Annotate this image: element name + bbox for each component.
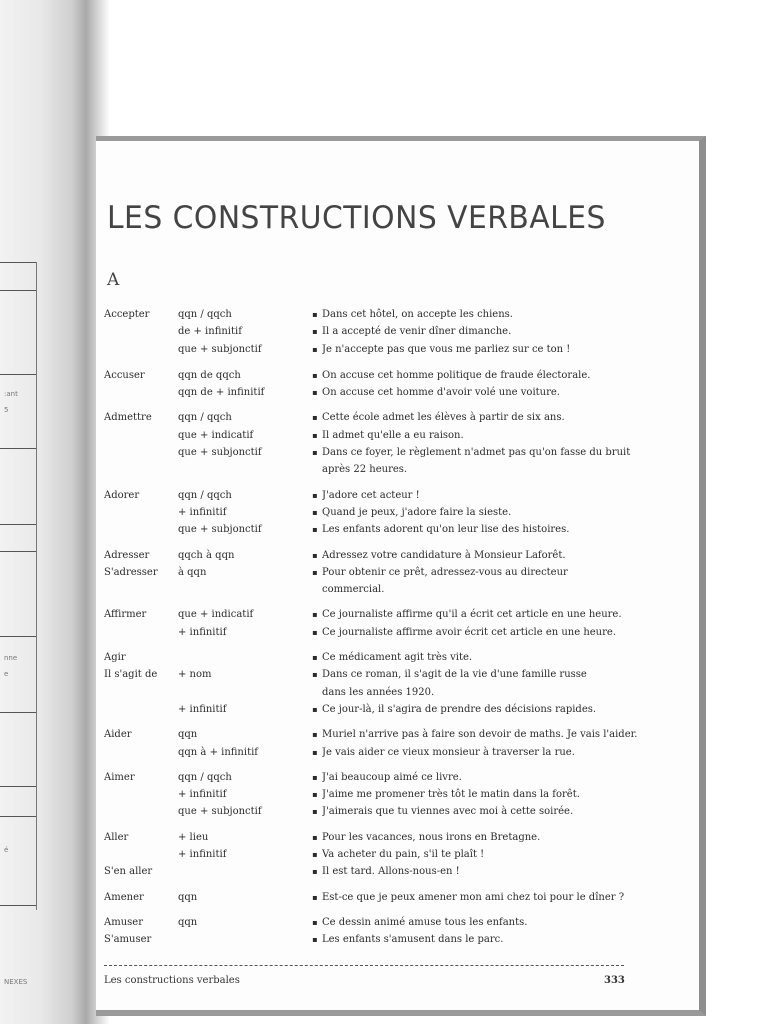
verb-label [104,444,178,461]
construction-label: qqch à qqn [178,549,235,561]
bullet-icon: ▪ [312,772,318,782]
construction-label: + infinitif [178,789,227,801]
bullet-icon: ▪ [312,388,318,398]
construction-label [178,581,308,598]
bullet-icon: ▪ [312,610,318,620]
bullet-icon: ▪ [312,413,318,423]
verb-label: Agir [104,652,126,664]
bullet-icon: ▪ [312,790,318,800]
page-number: 333 [604,975,625,986]
verb-label [104,384,178,401]
left-page-rule [0,374,36,375]
verb-label [104,521,178,538]
verb-label [104,701,178,718]
construction-label: qqn de qqch [178,369,241,381]
left-page-rule [0,712,36,713]
construction-label: qqn / qqch [178,771,232,783]
bullet-icon: ▪ [312,935,318,945]
entry-line [104,564,644,581]
entry-line [104,487,644,504]
verb-label: S'en aller [104,866,153,878]
left-page-text: é [4,846,9,854]
construction-label: qqn de + infinitif [178,387,265,399]
footer-rule [104,965,624,966]
example-sentence: Les enfants adorent qu'on leur lise des histoires. [322,524,570,536]
entry-line [104,666,644,683]
bullet-icon: ▪ [312,344,318,354]
example-sentence: Il a accepté de venir dîner dimanche. [322,326,512,338]
construction-label: + infinitif [178,703,227,715]
bullet-icon: ▪ [312,507,318,517]
bullet-icon: ▪ [312,670,318,680]
verb-label [104,684,178,701]
left-page-rule [0,636,36,637]
example-sentence: Je n'accepte pas que vous me parliez sur ce ton ! [322,343,571,355]
verb-label: Adresser [104,549,150,561]
entry-line [104,427,644,444]
book-binding-shadow [0,0,110,1024]
construction-label: que + indicatif [178,429,254,441]
entry-line [104,649,644,666]
verb-entry [104,367,644,402]
example-sentence: J'adore cet acteur ! [322,489,420,501]
example-sentence: Ce journaliste affirme qu'il a écrit cet article en une heure. [322,609,622,621]
left-page-rule [0,551,36,552]
left-page-text: nne [4,654,18,662]
left-page-rule [0,262,36,263]
verb-label: S'amuser [104,934,152,946]
entry-line [104,384,644,401]
example-sentence: Cette école admet les élèves à partir de six ans. [322,412,565,424]
example-sentence: Dans ce foyer, le règlement n'admet pas qu'on fasse du bruit [322,447,631,459]
verb-label: Adorer [104,489,140,501]
entry-line [104,606,644,623]
verb-label [104,846,178,863]
entry-line [104,726,644,743]
construction-label [178,649,308,666]
left-page-text: 5 [4,406,9,414]
bullet-icon: ▪ [312,627,318,637]
bullet-icon [308,581,322,598]
entry-line [104,803,644,820]
verb-entry [104,914,644,949]
bullet-icon: ▪ [312,310,318,319]
construction-label: que + indicatif [178,609,254,621]
verb-entry [104,829,644,881]
construction-label: + infinitif [178,506,227,518]
verb-entry [104,769,644,821]
example-sentence: Il est tard. Allons-nous-en ! [322,866,460,878]
verb-entry [104,409,644,478]
bullet-icon: ▪ [312,807,318,817]
left-page-edge [36,262,37,910]
construction-label [178,863,308,880]
bullet-icon: ▪ [312,917,318,927]
verb-label [104,461,178,478]
example-sentence: Les enfants s'amusent dans le parc. [322,934,504,946]
left-page-text: e [4,670,9,678]
verb-label: Aider [104,729,132,741]
entry-line [104,504,644,521]
verb-label [104,744,178,761]
verb-label: S'adresser [104,566,158,578]
entry-line [104,846,644,863]
entry-line [104,863,644,880]
entry-line [104,624,644,641]
example-sentence: Va acheter du pain, s'il te plaît ! [322,849,485,861]
bullet-icon: ▪ [312,327,318,337]
verb-entry [104,547,644,599]
example-sentence: Est-ce que je peux amener mon ami chez toi pour le dîner ? [322,891,625,903]
construction-label: que + subjonctif [178,524,262,536]
verb-label: Accuser [104,369,145,381]
construction-label: que + subjonctif [178,343,262,355]
entry-line [104,306,644,323]
footer-section-label: Les constructions verbales [104,975,240,986]
construction-label: qqn à + infinitif [178,746,258,758]
construction-label: que + subjonctif [178,806,262,818]
example-sentence: Pour obtenir ce prêt, adressez-vous au directeur [322,566,568,578]
construction-label: qqn [178,891,198,903]
verb-label [104,786,178,803]
left-page-text: NEXES [4,978,28,986]
construction-label: + nom [178,669,212,681]
entry-line [104,367,644,384]
example-sentence: après 22 heures. [322,464,408,476]
left-page-rule [0,786,36,787]
verb-label [104,581,178,598]
left-page-rule [0,524,36,525]
bullet-icon: ▪ [312,653,318,663]
bullet-icon: ▪ [312,550,318,560]
entry-line [104,931,644,948]
construction-label: qqn / qqch [178,309,232,320]
verb-label [104,504,178,521]
page-title: LES CONSTRUCTIONS VERBALES [107,200,606,236]
example-sentence: Je vais aider ce vieux monsieur à traverser la rue. [322,746,575,758]
verb-label: Accepter [104,309,150,320]
verb-label: Aller [104,831,129,843]
section-letter: A [107,270,120,290]
construction-label: que + subjonctif [178,447,262,459]
bullet-icon: ▪ [312,490,318,500]
verb-label [104,427,178,444]
entry-line [104,409,644,426]
example-sentence: On accuse cet homme d'avoir volé une voiture. [322,387,560,399]
example-sentence: Adressez votre candidature à Monsieur Laforêt. [322,549,566,561]
verb-label: Affirmer [104,609,147,621]
entry-line [104,889,644,906]
entry-line [104,769,644,786]
example-sentence: Dans cet hôtel, on accepte les chiens. [322,309,513,320]
left-page-text: :ant [4,390,18,398]
bullet-icon: ▪ [312,525,318,535]
verb-entry [104,606,644,641]
entry-line [104,461,644,478]
bullet-icon: ▪ [312,867,318,877]
construction-label: qqn [178,729,198,741]
example-sentence: J'ai beaucoup aimé ce livre. [322,771,462,783]
example-sentence: Quand je peux, j'adore faire la sieste. [322,506,512,518]
bullet-icon: ▪ [312,850,318,860]
verb-label [104,323,178,340]
construction-label: qqn / qqch [178,489,232,501]
entry-line [104,521,644,538]
verb-label [104,624,178,641]
verb-entry [104,889,644,906]
entry-line [104,744,644,761]
construction-label [178,931,308,948]
verb-label: Amener [104,891,144,903]
verb-entry [104,649,644,718]
bullet-icon: ▪ [312,567,318,577]
example-sentence: Ce jour-là, il s'agira de prendre des décisions rapides. [322,703,597,715]
bullet-icon: ▪ [312,370,318,380]
entry-line [104,341,644,358]
bullet-icon [308,461,322,478]
example-sentence: J'aime me promener très tôt le matin dans la forêt. [322,789,580,801]
verb-label [104,341,178,358]
entry-line [104,829,644,846]
example-sentence: Muriel n'arrive pas à faire son devoir de maths. Je vais l'aider. [322,729,638,741]
verb-entry [104,487,644,539]
entry-line [104,914,644,931]
construction-label: + lieu [178,831,209,843]
bullet-icon: ▪ [312,832,318,842]
example-sentence: On accuse cet homme politique de fraude électorale. [322,369,591,381]
construction-label: à qqn [178,566,207,578]
entry-line [104,581,644,598]
verb-label: Il s'agit de [104,669,158,681]
verb-label: Aimer [104,771,135,783]
left-page-rule [0,290,36,291]
verb-label [104,803,178,820]
left-page-rule [0,448,36,449]
bullet-icon: ▪ [312,704,318,714]
example-sentence: dans les années 1920. [322,686,435,698]
construction-label: qqn / qqch [178,412,232,424]
bullet-icon: ▪ [312,747,318,757]
example-sentence: Ce médicament agit très vite. [322,652,473,664]
verb-label: Admettre [104,412,152,424]
verb-entry [104,726,644,761]
example-sentence: Ce journaliste affirme avoir écrit cet article en une heure. [322,626,617,638]
verb-label: Amuser [104,916,143,928]
bullet-icon: ▪ [312,892,318,902]
bullet-icon [308,684,322,701]
construction-label [178,684,308,701]
entry-line [104,323,644,340]
verb-entries [104,298,644,949]
entry-line [104,444,644,461]
example-sentence: Dans ce roman, il s'agit de la vie d'une famille russe [322,669,587,681]
example-sentence: commercial. [322,584,385,596]
bullet-icon: ▪ [312,730,318,740]
left-page-rule [0,905,36,906]
construction-label: + infinitif [178,626,227,638]
example-sentence: J'aimerais que tu viennes avec moi à cette soirée. [322,806,574,818]
example-sentence: Ce dessin animé amuse tous les enfants. [322,916,528,928]
verb-entry [104,306,644,358]
example-sentence: Pour les vacances, nous irons en Bretagne. [322,831,541,843]
bullet-icon: ▪ [312,448,318,458]
entry-line [104,786,644,803]
bullet-icon: ▪ [312,430,318,440]
entry-line [104,547,644,564]
construction-label: de + infinitif [178,326,242,338]
left-page-rule [0,816,36,817]
entry-line [104,684,644,701]
construction-label: + infinitif [178,849,227,861]
example-sentence: Il admet qu'elle a eu raison. [322,429,464,441]
entry-line [104,701,644,718]
construction-label: qqn [178,916,198,928]
construction-label [178,461,308,478]
